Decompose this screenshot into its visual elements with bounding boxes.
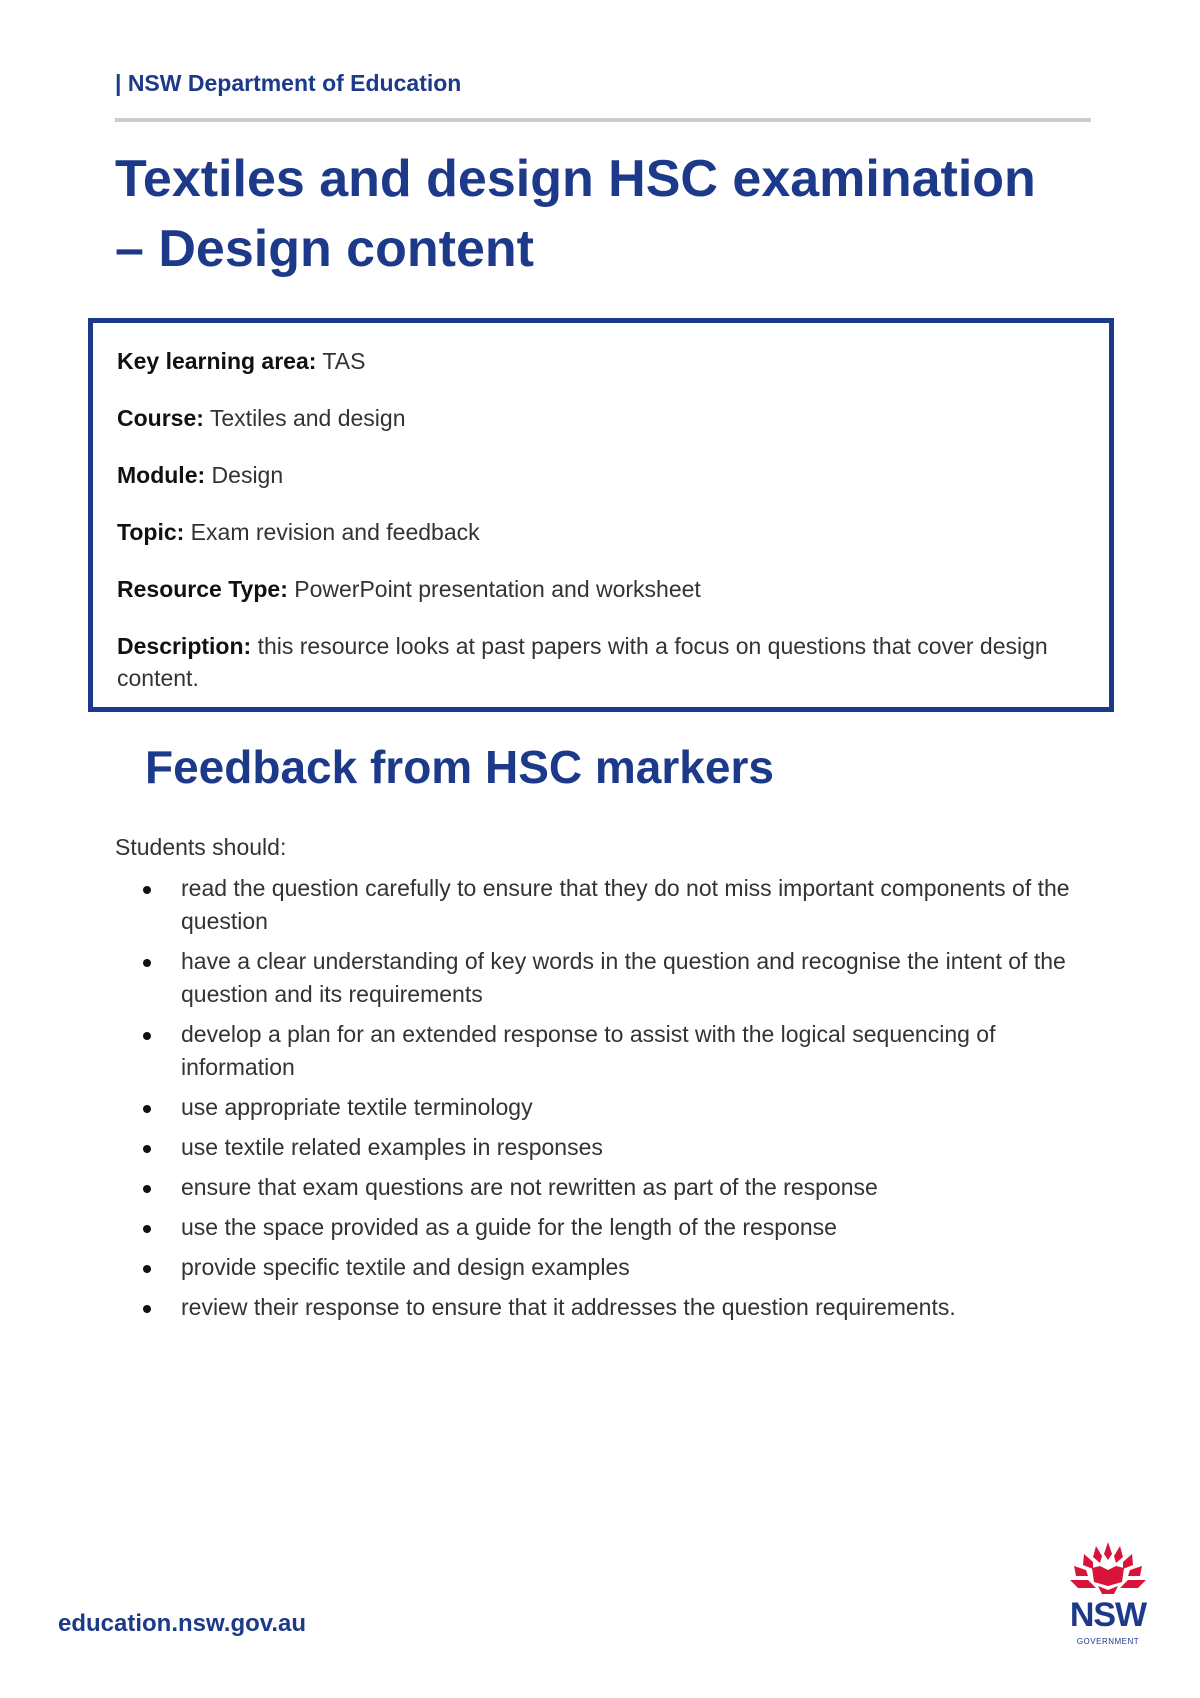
- list-item: read the question carefully to ensure that they do not miss important components of the question: [115, 872, 1095, 938]
- footer-website-link[interactable]: education.nsw.gov.au: [58, 1610, 307, 1637]
- bullet-icon: [143, 1145, 151, 1153]
- title-line-1: Textiles and design HSC examination: [115, 150, 1036, 208]
- page-title: [115, 144, 1115, 284]
- feedback-list: [115, 872, 1095, 1331]
- bullet-icon: [143, 1225, 151, 1233]
- list-item: use appropriate textile terminology: [115, 1091, 1095, 1124]
- info-resource-type: Resource Type: PowerPoint presentation and worksheet: [117, 576, 701, 602]
- bullet-icon: [143, 959, 151, 967]
- bullet-icon: [143, 1105, 151, 1113]
- bullet-icon: [143, 886, 151, 894]
- resource-info-box: [88, 318, 1114, 712]
- feedback-heading: Feedback from HSC markers: [145, 741, 774, 793]
- list-item: use textile related examples in responses: [115, 1131, 1095, 1164]
- title-line-2: – Design content: [115, 220, 534, 278]
- list-item: provide specific textile and design examples: [115, 1251, 1095, 1284]
- header-divider: [115, 118, 1091, 122]
- department-header: | NSW Department of Education: [115, 70, 462, 96]
- bullet-icon: [143, 1265, 151, 1273]
- bullet-icon: [143, 1305, 151, 1313]
- logo-government-text: GOVERNMENT: [1076, 1637, 1140, 1646]
- waratah-icon: [1062, 1538, 1154, 1598]
- info-description: Description: this resource looks at past papers with a focus on questions that cover design content.: [117, 633, 1048, 691]
- info-course: Course: Textiles and design: [117, 405, 406, 431]
- info-module: Module: Design: [117, 462, 284, 488]
- list-item: develop a plan for an extended response to assist with the logical sequencing of information: [115, 1018, 1095, 1084]
- bullet-icon: [143, 1032, 151, 1040]
- list-item: have a clear understanding of key words in the question and recognise the intent of the question and its requirements: [115, 945, 1095, 1011]
- list-item: ensure that exam questions are not rewritten as part of the response: [115, 1171, 1095, 1204]
- bullet-icon: [143, 1185, 151, 1193]
- info-key-learning-area: Key learning area: TAS: [117, 348, 366, 374]
- logo-wordmark: NSW: [1069, 1596, 1147, 1634]
- list-item: review their response to ensure that it addresses the question requirements.: [115, 1291, 1095, 1324]
- nsw-government-logo: [1062, 1538, 1154, 1650]
- info-topic: Topic: Exam revision and feedback: [117, 519, 480, 545]
- feedback-intro: Students should:: [115, 834, 287, 860]
- list-item: use the space provided as a guide for the length of the response: [115, 1211, 1095, 1244]
